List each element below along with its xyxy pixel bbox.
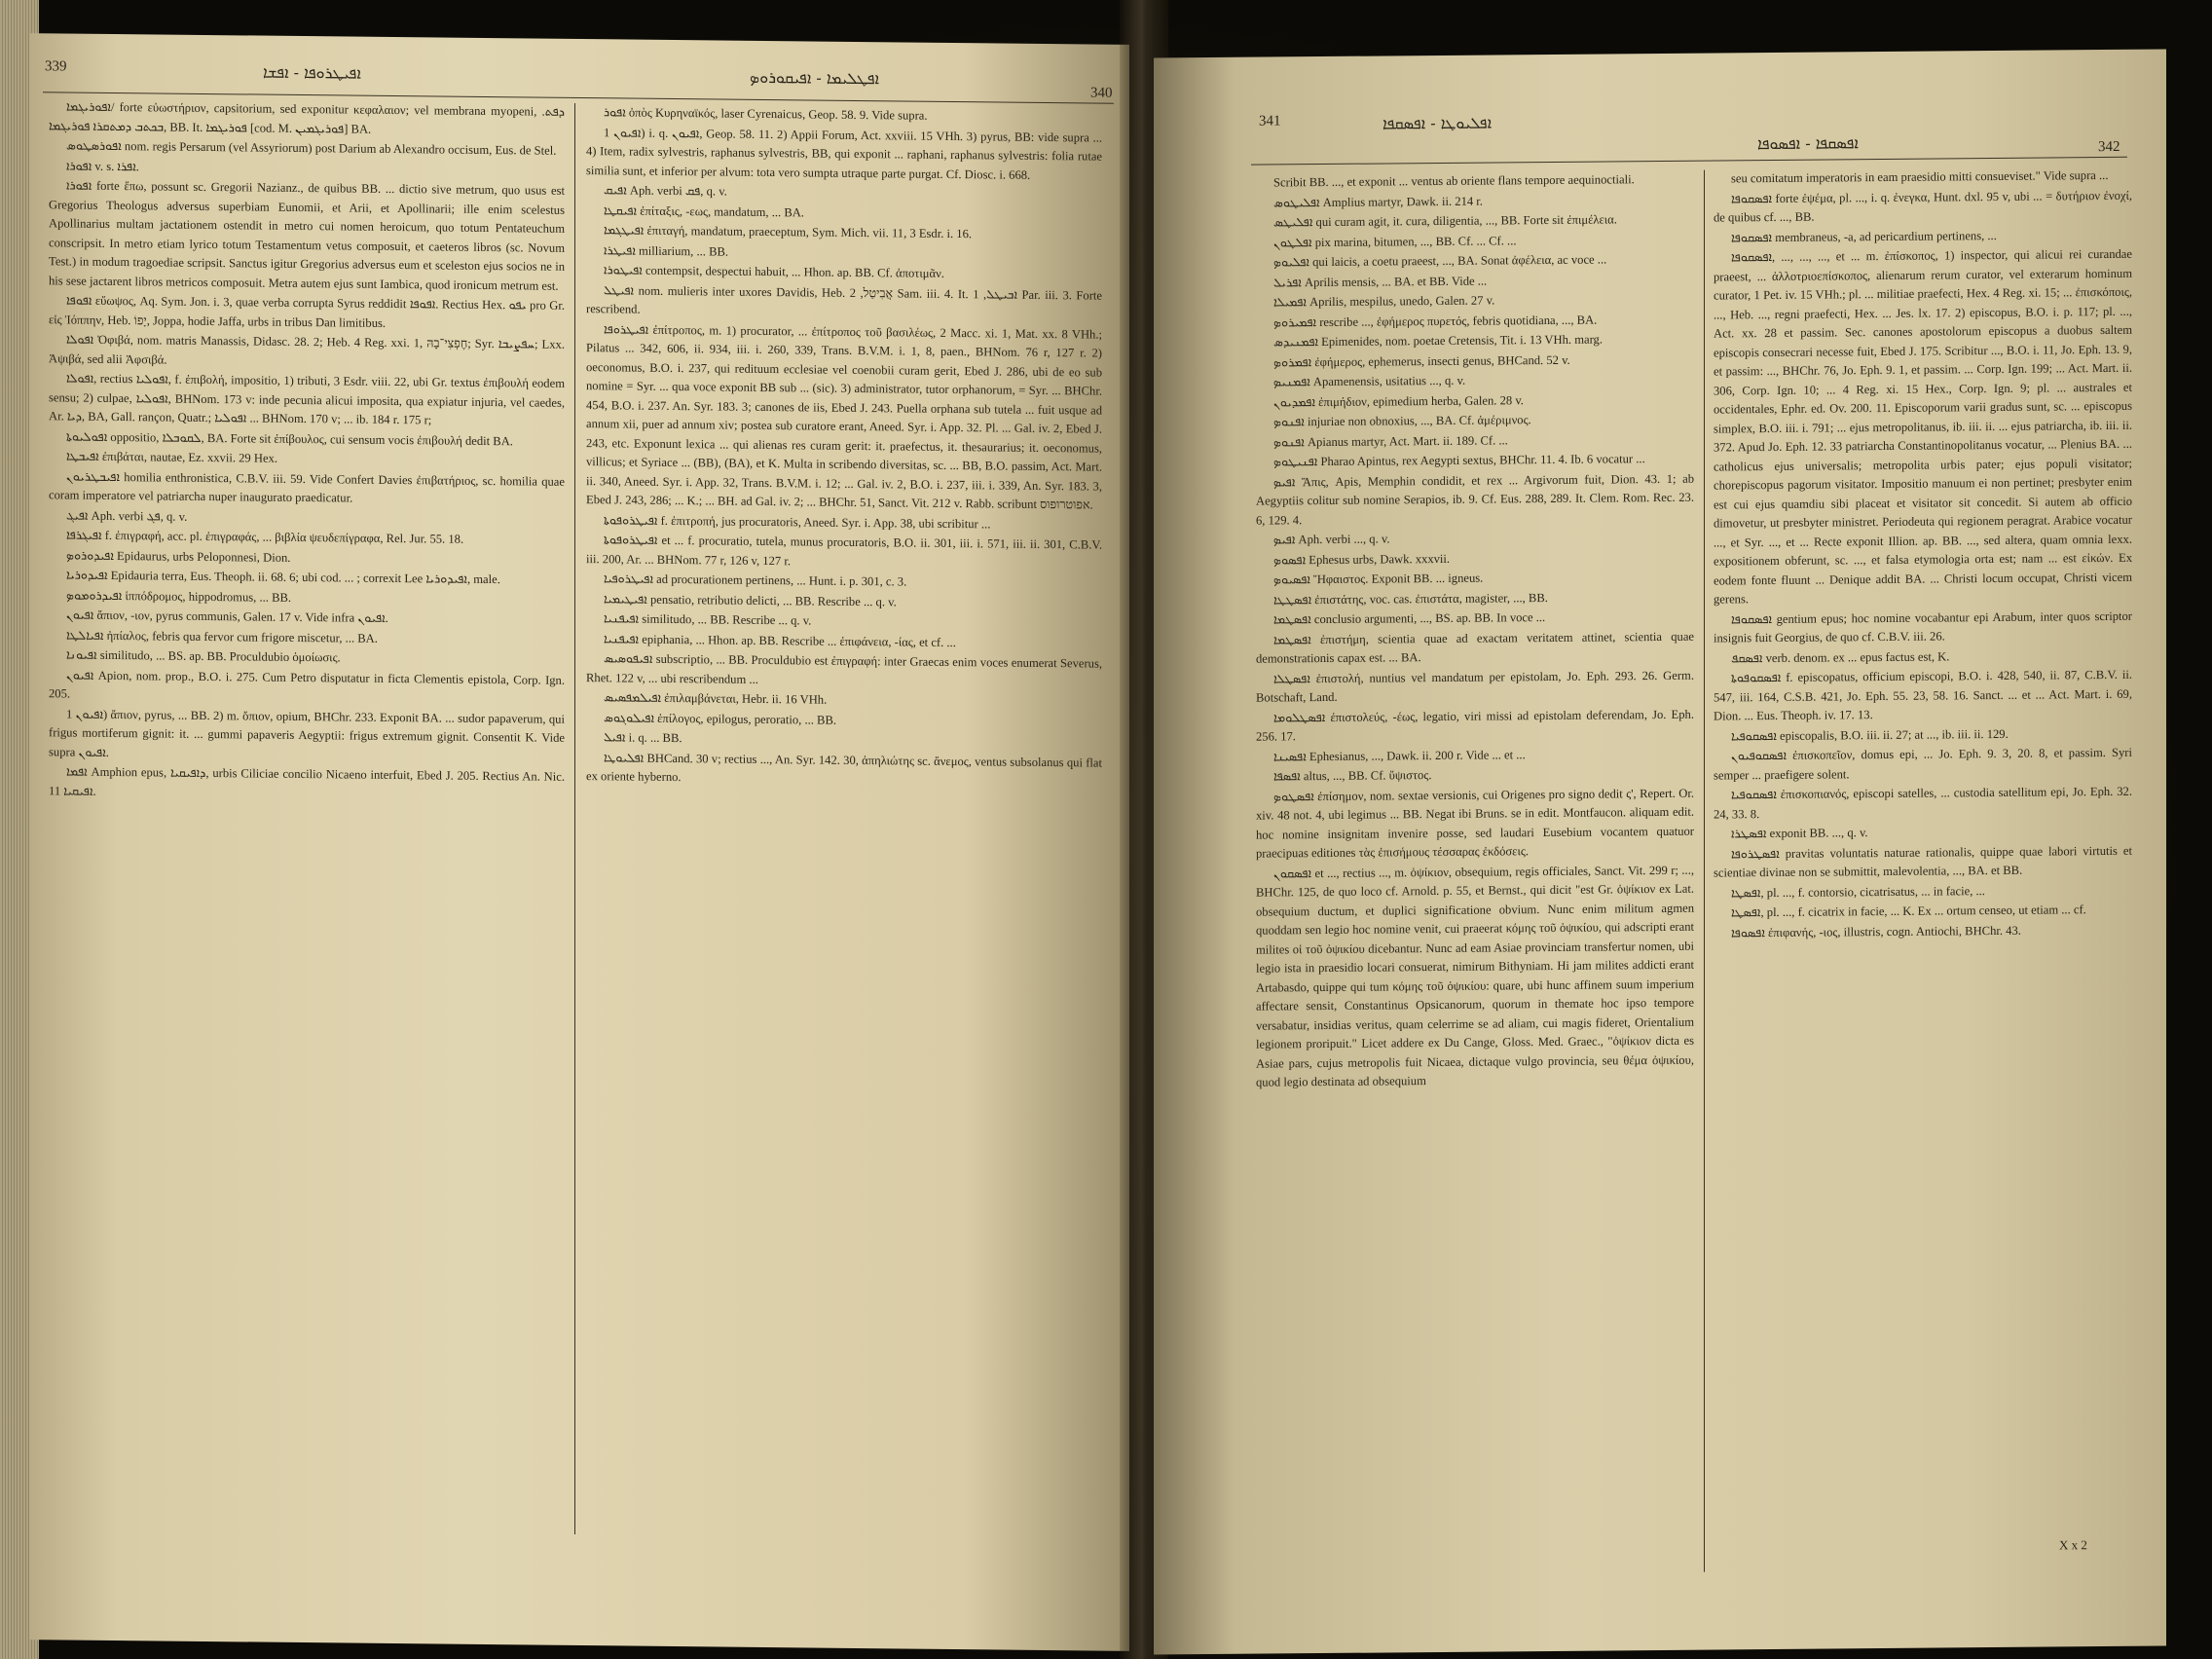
- dictionary-entry: ܐܦܝܩܛܐ ἐπίταξις, -εως, mandatum, ... BA.: [604, 203, 804, 219]
- dictionary-entry: ܐܦܝܦܢܝܐ similitudo, ... BB. Rescribe ... q. v.: [604, 611, 812, 628]
- dictionary-entry: ܐܦܘܠܐ Ὀφιβά, nom. matris Manassis, Didasc. 28. 2; Heb. 4 Reg. xxi. 1, חֶפְצִי־בָהּ; Syr. ܚܦܨܝܒܐ; Lxx. Ἀψιβά, sed alii Ἀφσιβά.: [49, 332, 565, 367]
- running-header: ܐܦܣܩܦܐ - ܐܦܣܘܦܐ: [1757, 133, 1859, 154]
- dictionary-entry: ܐܦܝܓܪܦܐ f. ἐπιγραφή, acc. pl. ἐπιγραφάς, ... βιβλία ψευδεπίγραφα, Rel. Jur. 55. 18.: [66, 528, 464, 546]
- dictionary-entry: ܐܦܤܛܪܘܦܐ pravitas voluntatis naturae rationalis, quippe quae labori virtutis et scientiae divinae non se submittit, malevolentia, ..., BA. et BB.: [1714, 843, 2132, 880]
- dictionary-entry: ܐܦܝܛܪܘܦܐ ἐπίτροπος, m. 1) procurator, ... ἐπίτροπος τοῦ βασιλέως, 2 Macc. xi. 1, Mat. xx. 8 VHh.; Pilatus ... 342, 606, ii. 934, iii. i. 260, 339, Trans. B.V.M. i. 1, 8, paen., BHNom. 76 r, 127 r. 2) oeconomus, B.O. i. 237, qui redituum ecclesiae vel coenobii curam gerit, Ebed J. 286, ubi de eo sub nomine = Syr. ... qua voce exponit BB sub ... (sic). 3) administrator, tutor orphanorum, = Syr. ... BHChr. 454, B.O. i. 237. An. Syr. 183. 3; canones de iis, Ebed J. 243. Puella orphana sub tutela ... fuit usque ad annum xii, puer ad annum xiv; postea sub curatore erant, Aneed. Syr. i. App. 32. Pl. ... Gal. iv. 2, Ebed J. 243, etc. Exponunt lexica ... qui alienas res curam gerit: it. praefectus, it. thesaurarius; it. oeconomus, villicus; et Syriace ... (BB), (BA), et K. Multa in scribendo diversitas, sc. ... BB, B.O. passim, Act. Mart. ii. 340, Aneed. Syr. i. App. 32, Trans. B.V.M. i. 12; ... Gal. iv. 2, B.O. i. 237, iii. i. 339, An. Syr. 183. 3, Ebed J. 243, 286; ... K.; ... BH. ad Gal. iv. 2; ... BHChr. 51, Sanct. Vit. 212 v. Rabb. scribunt אפוטרופוס.: [586, 321, 1102, 512]
- dictionary-entry: ܐܦܤܝܢܐ Ephesianus, ..., Dawk. ii. 200 r. Vide ... et ...: [1273, 747, 1526, 763]
- dictionary-entry: ܐܦܘܠܐ, rectius ܐܦܘܠܝܐ, f. ἐπιβολή, impositio, 1) tributi, 3 Esdr. viii. 22, ubi Gr. textus ἐπιβουλή eodem sensu; 2) culpae, ܐܦܘܠܝܐ, BHNom. 173 v: inde pecunia alicui imposita, qua expiatur injuria, vel caedes, Ar. ܕܝܐ, BA, Gall. rançon, Quatr.; ܐܦܘܠܝܐ ... BHNom. 170 v; ... ib. 184 r. 175 r;: [49, 371, 565, 427]
- header-rule: [1251, 157, 2127, 166]
- dictionary-entry: ܐܦܡܐ Amphion epus, ܕܐܦܝܩܝܐ, urbis Ciliciae concilio Nicaeno interfuit, Ebed J. 205. Rectius An. Nic. 11 ܐܦܝܩܝܐ.: [49, 764, 565, 798]
- dictionary-entry: ܐܦܘܪܣܛܘܣ nom. regis Persarum (vel Assyriorum) post Darium ab Alexandro occisum, Eus. de Stel.: [66, 138, 557, 158]
- running-header: ܐܦܝܛܪܘܦܐ - ܐܦܫܐ: [263, 62, 361, 83]
- dictionary-entry: ܐܦܤܛܠܘܡܐ ἐπιστολεύς, -έως, legatio, viri missi ad epistolam deferendam, Jo. Eph. 256. 17.: [1256, 707, 1694, 744]
- dictionary-entry: ܐܦܠܛܘܢ pix marina, bitumen, ..., BB. Cf. ... Cf. ...: [1273, 233, 1517, 249]
- left-page: [29, 33, 1129, 1651]
- dictionary-entry: ܐܦܝܦܢܝܐ epiphania, ... Hhon. ap. BB. Rescribe ... ἐπιφάνεια, -ίας, et cf. ...: [604, 631, 956, 649]
- dictionary-entry: ܐܦܠܝܛܣ qui curam agit, it. cura, diligentia, ..., BB. Forte sit ἐπιμέλεια.: [1273, 212, 1617, 230]
- dictionary-entry: ܐܦܤܩܘܦܐ gentium epus; hoc nomine vocabantur epi Arabum, inter quos scriptor insignis fuit Georgius, de quo cf. C.B.V. iii. 26.: [1714, 608, 2132, 645]
- dictionary-column: [49, 97, 565, 1534]
- dictionary-entry: ܐܦܤܛܠܐ ἐπιστολή, nuntius vel mandatum per epistolam, Jo. Eph. 293. 26. Germ. Botschaft, Land.: [1256, 668, 1694, 705]
- dictionary-entry: ܐܦܝܕܘܪܝܐ Epidauria terra, Eus. Theoph. ii. 68. 6; ubi cod. ... ; correxit Lee ܐܦܝܕܘܪܝܐ, male.: [66, 568, 500, 587]
- dictionary-entry: ܐܦܘܪܝܓܡܐ/ forte εὐωστήριον, capsitorium, sed exponitur κεφαλαιον; vel membrana myopeni, ܕܦܬ. ܒܟܬܒ ܕܡܬܩܪܐ ܦܘܪܝܓܡܐ, BB. It. ܦܘܪܝܓܡܐ [cod. M. ܦܘܪܝܓܡܝܢ] BA.: [49, 99, 565, 136]
- dictionary-entry: ܐܦܤܩܘܦܐ, ..., ..., ..., et ... m. ἐπίσκοπος, 1) inspector, qui alicui rei curandae praeest, ... ἀλλοτριοεπίσκοπος, alienarum rerum curator, vel exterarum hominum curator, 1 Pet. iv. 15 VHh.; pl. ... militiae praefecti, Hex. 4 Reg. xi. 15; ... ἐπισκόποις, ..., Heb. ..., regni praefecti, Hex. ... Jes. lx. 17. 2) episcopus, B.O. i. p. 117; pl. ..., Act. xx. 28 et passim. Sec. canones apostolorum episcopus a duobus saltem episcopis consecrari necesse fuit, Ebed J. 175. Scribitur ..., B.O. i. 11, Jo. Eph. 13. 9, et passim: ..., BHChr. 76, Jo. Eph. 9. 1, et passim. ... Corp. Ign. 199; ... Act. Mart. ii. 306, Corp. Ign. 10; ... 4 Reg. xi. 15 Hex., Corp. Ign. 9; pl. ... australes et occidentales, Ephr. ed. Ov. 200. 11. Episcoporum varii gradus sunt, sc. ... episcopus simplex, B.O. iii. i. 791; ... ejus metropolitanus, ib. iii. ii. ... ejus patriarcha, ib. iii. ii. 372. Apud Jo. Eph. 12. 33 patriarcha Constantinopolitanus vocatur, ... Plenius BA. ... catholicus ejus universalis; metropolita urbis pater; ejus populi visitator; chorepiscopus pagorum visitator. Impositio manuum ei non pertinet; presbyter enim est cui ejus quamdiu sibi placeat et visitator sit concedit. Si autem ab officio dimovetur, ut presbyter ministret. Periodeuta qui regionem peragrat. Arabice vocatur ..., et Syr. ..., et ... Recte exponit Illion. ap. BB. ..., sed altera, quam omnia lexx. expositionem obferunt, sc. ..., et falsa etymologia orta est; nam ... est εἰκών. Ex eodem fonte fluunt ... Denique addit BA. ... Christi locum occupat, Christi vicem gerens.: [1714, 246, 2132, 607]
- dictionary-entry: ܐܦܤܩܘܦܐ forte ἐψέμα, pl. ..., i. q. ἐνεγκα, Hunt. dxl. 95 v, ubi ... = δυτήριον ἐνοχί, de quibus cf. ..., BB.: [1714, 188, 2132, 225]
- dictionary-entry: ܐܦܝܛܘܪܐ contempsit, despectui habuit, ... Hhon. ap. BB. Cf. ἀποτιμᾶν.: [604, 263, 944, 280]
- page-number: 342: [2098, 138, 2120, 156]
- dictionary-entry: ܐܦܤܘܤ Ephesus urbs, Dawk. xxxvii.: [1273, 551, 1451, 567]
- dictionary-entry: ܐܦܡܪܘܤ ἐφήμερος, ephemerus, insecti genus, BHCand. 52 v.: [1273, 352, 1570, 369]
- dictionary-entry: seu comitatum imperatoris in eam praesidio mitti consueviset." Vide supra ...: [1731, 167, 2109, 186]
- page-number: 340: [1090, 85, 1113, 101]
- page-number: 341: [1259, 113, 1281, 129]
- dictionary-entry: ܐܦܝܒܛܐ ἐπιβάται, nautae, Ez. xxvii. 29 Hex.: [66, 449, 278, 465]
- dictionary-entry: ܐܦܤܩܘܢ et ..., rectius ..., m. ὀψίκιον, obsequium, regis officiales, Sanct. Vit. 299 r; ..., BHChr. 125, de quo loco cf. Arnold. p. 55, et Bernst., qui dicit "est Gr. ὀψίκιον ex Lat. obsequium ductum, et duplici significatione obvium. Nunc enim militum agmen quoddam sen legio hoc nomine venit, cui praeerat κόμης τοῦ ὀψικίου, qui adscripti erant milites οἱ τοῦ ὀψικίου dicebantur. Nunc ad eam Asiae provinciam transfertur nomen, ubi legio ista in praesidio locari consuerat, nimirum Bithyniam. Hi jam milites addicti erant Artabasdo, quippe qui tum κόμης τοῦ ὀψικίου: quare, ubi hunc affinem suum imperium affectare sensit, Constantinus Opsicanorum, quorum in themate hoc ipso tempore versabatur, insidias veritus, quam celerrime se ad aliam, cui magis fideret, Orientalium legionem proripuit." Licet addere ex Du Cange, Gloss. Med. Graec., "ὀψίκιον dicta es Asiae pars, cujus metropolis fuit Nicaea, dictaque vulgo provincia, seu θέμα ὀψικίου, quod legio destinata ad obsequium: [1256, 863, 1694, 1089]
- dictionary-entry: ܐܦܤܘܦܐ ἐπιφανής, -ιος, illustris, cogn. Antiochi, BHChr. 43.: [1731, 923, 2021, 940]
- dictionary-entry: ܐܦܡܢܝܤ Apamenensis, usitatius ..., q. v.: [1273, 373, 1466, 389]
- dictionary-entry: ܐܦܢܝܛܘܤ Pharao Apintus, rex Aegypti sextus, BHChr. 11. 4. Ib. 6 vocatur ...: [1273, 452, 1645, 469]
- dictionary-entry: ܐܦܤܝܘܤ Ἥφαιστος. Exponit BB. ... igneus.: [1273, 571, 1484, 587]
- dictionary-entry: ܐܦܝܘܢ 1) i. q. ܐܦܝܘܢ, Geop. 58. 11. 2) Appii Forum, Act. xxviii. 15 VHh. 3) pyrus, BB: vide supra ... 4) Item, radix sylvestris, raphanus sylvestris, BB, qui exponit ... raphani, raphanus sylvestris: folia rutae similia sunt, et inferior per alvum: tota vero sumpta utraque parte purgat. Cf. Diosc. i. 668.: [586, 125, 1102, 182]
- dictionary-entry: ܐܦܝܕܪܘܡܘܤ ἱππόδρομος, hippodromus, ... BB.: [66, 587, 292, 605]
- page-number: 339: [45, 58, 67, 75]
- dictionary-entry: ܐܦܢܘܤ Apianus martyr, Act. Mart. ii. 189. Cf. ...: [1273, 432, 1508, 449]
- dictionary-column: [586, 103, 1102, 1540]
- dictionary-entry: ܐܦܝܛܝܡܝܐ pensatio, retributio delicti, ... BB. Rescribe ... q. v.: [604, 591, 897, 608]
- dictionary-entry: ܐܦܤܛܐ, pl. ..., f. contorsio, cicatrisatus, ... in facie, ...: [1731, 883, 1985, 900]
- dictionary-entry: ܐܦܝܤ Aph. verbi ..., q. v.: [1273, 532, 1390, 547]
- running-header: ܐܦܛܠܝܡܐ - ܐܦܝܩܘܪܘܤ: [750, 67, 880, 89]
- dictionary-entry: ܐܦܠܝܘܤ qui laicis, a coetu praeest, ..., BA. Sonat ἀφέλεια, ac voce ...: [1273, 252, 1607, 270]
- dictionary-entry: ܐܦܝܛܪܐ milliarium, ... BB.: [604, 242, 729, 259]
- right-page: [1154, 49, 2166, 1654]
- dictionary-entry: ܐܦܝܦܘܣܝܣ subscriptio, ... BB. Proculdubio est ἐπιγραφή: inter Graecas enim voces enumerat Severus, Rhet. 122 v, ... ubi rescribendum ...: [586, 651, 1102, 686]
- dictionary-entry: ܐܦܝܕܘܪܘܤ Epidaurus, urbs Peloponnesi, Dion.: [66, 547, 291, 565]
- dictionary-entry: ܐܦܤܩܘܦܐ membraneus, -a, ad pericardium pertinens, ...: [1731, 228, 1997, 244]
- signature-mark: X x 2: [2059, 1537, 2087, 1553]
- dictionary-entry: ܐܦܡܢܝܕܣ Epimenides, nom. poetae Cretensis, Tit. i. 13 VHh. marg.: [1273, 332, 1604, 350]
- dictionary-entry: ܐܦܤܦܐ altus, ..., BB. Cf. ὕψιστος.: [1273, 768, 1432, 784]
- dictionary-entry: ܐܦܤܛܡܐ conclusio argumenti, ..., BS. ap. BB. In voce ...: [1273, 610, 1546, 627]
- dictionary-entry: ܐܦܝܛܓܡܐ ἐπιταγή, mandatum, praeceptum, Sym. Mich. vii. 11, 3 Esdr. i. 16.: [604, 223, 973, 241]
- dictionary-entry: ܐܦܝܘܢ ἄπιον, -ιον, pyrus communis, Galen. 17 v. Vide infra ܐܦܝܘܢ.: [66, 608, 388, 625]
- dictionary-entry: ܐܦܘܪܐ forte ἔπω, possunt sc. Gregorii Nazianz., de quibus BB. ... dictio sive metrum, quo usus est Gregorius Theologus adversus superbiam Eunomii, et Arii, et Apollinarii; ille enim scelestus Apollinarius multam jactationem ostendit in metro cui nomen heroicum, quo totum Pentateuchum conscripsit. In metro etiam lyrico totum Testamentum vetus composuit, et caeteros libros (sc. Novum Test.) in modum tragoediae scripsit. Sanctus igitur Gregorius adversus eum et sceleston ejus socios ne in his sese jactarent libros metricos composuit. Metra autem ejus sunt Iambica, quod ironicum metrum est.: [49, 178, 565, 293]
- dictionary-entry: ܐܦܤܛܐ, pl. ..., f. cicatrix in facie, ... K. Ex ... ortum censeo, ut etiam ... cf.: [1731, 903, 2086, 920]
- running-header: ܐܦܠܝܘܛܐ - ܐܦܣܩܦܐ: [1382, 113, 1493, 133]
- dictionary-entry: ܐܦܤܩܘܦܘܬܐ f. episcopatus, officium episcopi, B.O. i. 428, 540, ii. 87, C.B.V. ii. 547, iii. 164, C.S.B. 421, Jo. Eph. 55. 23, 58. 16. Sanct. ... et ... Act. Mart. i. 69, Dion. ... Eus. Theoph. iv. 17. 13.: [1714, 667, 2132, 723]
- dictionary-entry: ܐܦܢܘܤ injuriae non obnoxius, ..., BA. Cf. ἀμέριμνος.: [1273, 413, 1531, 429]
- dictionary-entry: ܐܦܘܦܐ εὔωψος, Aq. Sym. Jon. i. 3, quae verba corrupta Syrus reddidit ܐܦܘܦܐ. Rectius Hex. ܝܦܘ pro Gr. εἰς Ἰόππην, Heb. יָפוֹ, Joppa, hodie Jaffa, urbs in tribus Dan limitibus.: [49, 293, 565, 330]
- dictionary-entry: ܐܦܝܛܪܘܦܝܐ ad procurationem pertinens, ... Hunt. i. p. 301, c. 3.: [604, 571, 907, 589]
- dictionary-entry: ܐܦܝܤ Ἄπις, Apis, Memphin condidit, et rex ... Argivorum fuit, Dion. 43. 1; ab Aegyptiis colitur sub nomine Serapios, ib. 9. Cf. Eus. 288, 289. It. Clem. Rom. Rec. 23. 6, 129. 4.: [1256, 471, 1694, 528]
- dictionary-entry: ܐܦܝܐܠܛܐ ἠπίαλος, febris qua fervor cum frigore miscetur, ... BA.: [66, 627, 378, 645]
- dictionary-entry: ܐܦܤܩܦ verb. denom. ex ... epus factus est, K.: [1731, 648, 1950, 665]
- dictionary-entry: ܐܦܝܠܡܦܣܝܣ ἐπιλαμβάνεται, Hebr. ii. 16 VHh.: [604, 690, 828, 707]
- dictionary-entry: ܐܦܘܠܝܘܬܐ oppositio, ܠܩܘܒܠܐ, BA. Forte sit ἐπίβουλος, cui sensum vocis ἐπιβουλή dedit BA.: [66, 428, 513, 448]
- dictionary-entry: ܐܦܝܘܢ Apion, nom. prop., B.O. i. 275. Cum Petro disputatur in ficta Clementis epistola, Corp. Ign. 205.: [49, 667, 565, 701]
- dictionary-entry: ܐܦܡܕܝܘܢ ἐπιμήδιον, epimedium herba, Galen. 28 v.: [1273, 392, 1524, 409]
- dictionary-entry: ܐܦܤܩܘܦܝܐ ἐπισκοπιανός, episcopi satelles, ... custodia satellitum epi, Jo. Eph. 32. 24, 33. 8.: [1714, 784, 2132, 822]
- dictionary-entry: ܐܦܪܝܠ Aprilis mensis, ... BA. et BB. Vide ...: [1273, 274, 1488, 289]
- dictionary-entry: Scribit BB. ..., et exponit ... ventus ab oriente flans tempore aequinoctiali.: [1273, 172, 1635, 190]
- dictionary-entry: ܐܦܝܩ Aph. verbi ܦܩ, q. v.: [604, 183, 727, 199]
- dictionary-entry: ܐܦܤܛܛܐ ἐπιστάτης, voc. cas. ἐπιστάτα, magister, ..., BB.: [1273, 590, 1548, 607]
- dictionary-entry: ܐܦܠܝܛܘܣ Amplius martyr, Dawk. ii. 214 r.: [1273, 194, 1483, 209]
- dictionary-entry: ܐܦܝܒܛܪܝܘܢ homilia enthronistica, C.B.V. iii. 59. Vide Confert Davies ἐπιβατήριος, sc. homilia quae coram imperatore vel patriarcha nuper inaugurato praedicatur.: [49, 468, 565, 505]
- dictionary-entry: ܐܦܝܛܠ nom. mulieris inter uxores Davidis, Heb. אֲבִיטַל, 2 Sam. iii. 4. It. ܐܒܝܛܠ, 1 Par. iii. 3. Forte rescribend.: [586, 282, 1102, 316]
- dictionary-entry: ܐܦܝܘܢܐ similitudo, ... BS. ap. BB. Proculdubio ὁμοίωσις.: [66, 647, 341, 665]
- dictionary-entry: ܐܦܝܛܪܘܦܘܬܐ et ... f. procuratio, tutela, munus procuratoris, B.O. ii. 301, iii. i. 571, iii. ii. 301, C.B.V. iii. 200, Ar. ... BHNom. 77 r, 126 v, 127 r.: [586, 533, 1102, 568]
- column-divider: [574, 103, 575, 1534]
- dictionary-entry: ܐܦܤܩܘܦܝܘܢ ἐπισκοπεῖον, domus epi, ... Jo. Eph. 9. 3, 20. 8, et passim. Syri semper ... praefigere solent.: [1714, 745, 2132, 783]
- dictionary-entry: ܐܦܝܓ Aph. verbi ܦܓ, q. v.: [66, 507, 188, 524]
- dictionary-entry: ܐܦܝܠ i. q. ... BB.: [604, 730, 682, 746]
- dictionary-column: [1714, 166, 2132, 1533]
- column-divider: [1704, 170, 1705, 1572]
- dictionary-entry: ܐܦܘܪܐ v. s. ܐܦܪܐ.: [66, 158, 139, 173]
- dictionary-entry: ܐܦܡܝܠܐ Aprilis, mespilus, unedo, Galen. 27 v.: [1273, 293, 1495, 310]
- dictionary-entry: ܐܦܘܪ ὀπὸς Κυρηναϊκός, laser Cyrenaicus, Geop. 58. 9. Vide supra.: [604, 105, 928, 123]
- dictionary-entry: ܐܦܠܝܘܛܐ BHCand. 30 v; rectius ..., An. Syr. 142. 30, ἀπηλιώτης sc. ἄνεμος, ventus subsolanus qui flat ex oriente hyberno.: [586, 750, 1102, 785]
- dictionary-entry: ܐܦܝܠܘܓܘܣ ἐπίλογος, epilogus, peroratio, ... BB.: [604, 710, 836, 727]
- dictionary-column: [1256, 170, 1694, 1576]
- dictionary-entry: ܐܦܤܛܪܐ exponit BB. ..., q. v.: [1731, 826, 1868, 841]
- dictionary-entry: ܐܦܤܛܡܐ ἐπιστήμη, scientia quae ad exactam veritatem attinet, scientia quae demonstrationis capax est. ... BA.: [1256, 629, 1694, 666]
- dictionary-entry: ܐܦܤܛܘܤ ἐπίσημον, nom. sextae versionis, cui Origenes pro signo dedit ς', Repert. Or. xiv. 48 not. 4, ubi legimus ... BB. Negat ibi Bruns. se in edit. Montfaucon. aliquam edit. hoc nomine insignitam invenire posse, sed laudari Eusebium vocantem quatuor praecipuas editiones τὰς ἐπισήμους τέσσαρας ἐκδόσεις.: [1256, 786, 1694, 861]
- dictionary-entry: ܐܦܝܛܪܘܦܘܬܐ f. ἐπιτροπή, jus procuratoris, Aneed. Syr. i. App. 38, ubi scribitur ...: [604, 512, 991, 531]
- dictionary-entry: ܐܦܤܩܘܦܝܐ episcopalis, B.O. iii. ii. 27; at ..., ib. iii. ii. 129.: [1731, 726, 2009, 743]
- dictionary-entry: ܐܦܝܘܢ 1) ἄπιον, pyrus, ... BB. 2) m. ὄπιον, opium, BHChr. 233. Exponit BA. ... sudor papaverum, qui frigus mortiferum gignit: it. ... gummi papaveris Aegyptii: frigus extremum gignit. Consentit K. Vide supra ܐܦܝܘܢ.: [49, 706, 565, 759]
- dictionary-entry: ܐܦܡܝܪܘܤ rescribe ..., ἐφήμερος πυρετός, febris quotidiana, ..., BA.: [1273, 313, 1598, 329]
